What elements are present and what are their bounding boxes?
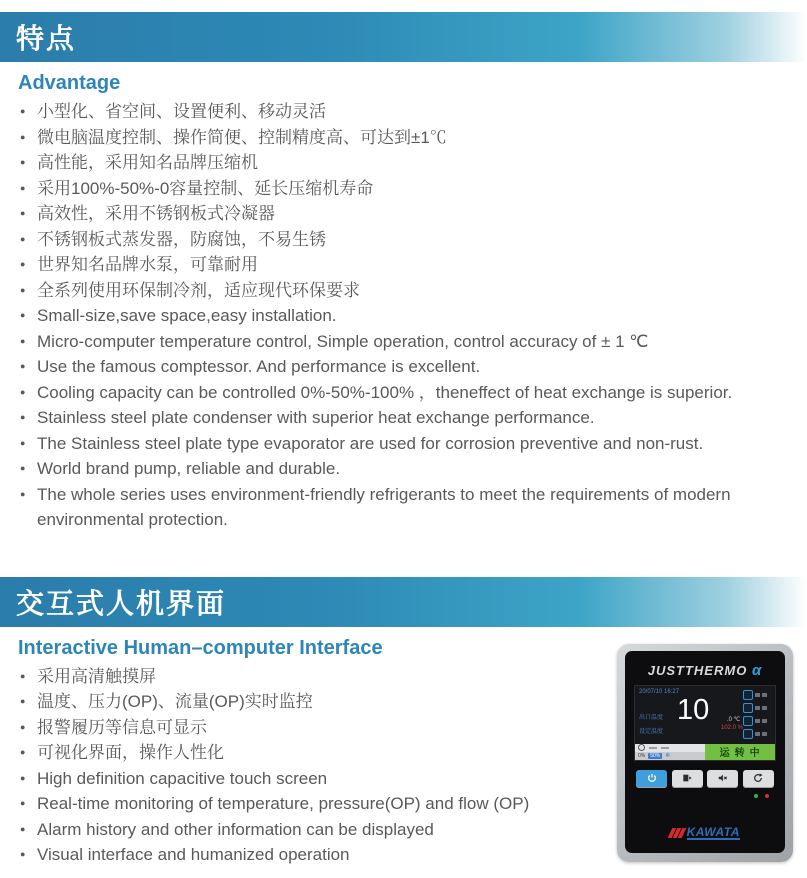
screen-chart-icon: [743, 703, 753, 713]
power-button: [636, 770, 667, 788]
device-touchscreen: [634, 685, 776, 761]
control-panel-image: [617, 644, 793, 862]
feature-item: ● Cooling capacity can be controlled 0%-50%-100% ，theneffect of heat exchange is superior.: [20, 380, 807, 406]
clock-icon: [638, 744, 645, 751]
screen-main-value: 10: [677, 693, 710, 726]
capacity-scale: [661, 747, 669, 749]
feature-item: ● Stainless steel plate condenser with superior heat exchange performance.: [20, 405, 807, 431]
hmi-section: [0, 577, 807, 868]
snowflake-icon: ❄: [665, 753, 671, 759]
feature-item: ● High definition capacitive touch screen: [20, 766, 620, 792]
features-section: [0, 12, 807, 533]
features-banner: [0, 12, 807, 62]
screen-icon-label: [762, 706, 767, 710]
screen-label-outlet-temp: 出口温度: [639, 714, 664, 721]
screen-icon-label: [762, 719, 767, 723]
running-status-badge: 运转中: [705, 744, 775, 760]
device-brand-name: JUSTTHERMO: [647, 662, 748, 678]
capacity-high-chip: 50%: [650, 752, 661, 759]
feature-item: ● 不锈钢板式蒸发器，防腐蚀，不易生锈: [20, 227, 807, 253]
green-led: [754, 794, 758, 798]
feature-item: ● 微电脑温度控制、操作简便、控制精度高、可达到±1℃: [20, 125, 807, 151]
reset-button: [743, 770, 774, 788]
features-banner-title: 特点: [16, 23, 77, 54]
device-brand-alpha: α: [751, 661, 763, 679]
hmi-list-en: [20, 766, 620, 868]
features-list-cn: [20, 99, 807, 303]
feature-item: ● 采用高清触摸屏: [20, 664, 620, 690]
device-button-row: [636, 770, 774, 788]
control-panel-face: [625, 651, 785, 853]
feature-item: ● 高效性，采用不锈钢板式冷凝器: [20, 201, 807, 227]
screen-gear-icon: [743, 729, 753, 739]
status-leds: [754, 794, 769, 798]
screen-sub-value: 102.0 %: [721, 724, 744, 731]
screen-tools-icon: [743, 716, 753, 726]
feature-item: ● 可视化界面，操作人性化: [20, 740, 620, 766]
hmi-banner: [0, 577, 807, 627]
hmi-heading: Interactive Human–computer Interface: [18, 636, 383, 659]
feature-item: ● Alarm history and other information can be displayed: [20, 817, 620, 843]
features-list-en: [20, 303, 807, 533]
feature-item: ● Small-size,save space,easy installation.: [20, 303, 807, 329]
screen-icon-label: [755, 706, 760, 710]
device-brand: [625, 662, 785, 679]
features-heading: Advantage: [18, 72, 121, 94]
feature-item: ● 高性能，采用知名品牌压缩机: [20, 150, 807, 176]
screen-icon-column: [743, 689, 773, 741]
screen-unit: .0 ℃: [727, 716, 741, 723]
feature-item: ● World brand pump, reliable and durable.: [20, 456, 807, 482]
feature-item: ● 报警履历等信息可显示: [20, 715, 620, 741]
capacity-row-bottom: [635, 752, 705, 760]
feature-item: ● 全系列使用环保制冷剂，适应现代环保要求: [20, 278, 807, 304]
screen-label-set-temp: 设定温度: [639, 728, 664, 735]
power-icon: [647, 771, 657, 786]
feature-item: ● The whole series uses environment-friendly refrigerants to meet the requirements of modern environmental protection.: [20, 482, 807, 533]
feature-item: ● 采用100%-50%-0容量控制、延长压缩机寿命: [20, 176, 807, 202]
display-switch-button: [672, 770, 703, 788]
feature-item: ● Visual interface and humanized operation: [20, 842, 620, 868]
screen-icon-label: [762, 693, 767, 697]
logo-text: KAWATA: [686, 824, 740, 839]
red-led: [765, 794, 769, 798]
screen-icon-label: [755, 732, 760, 736]
mute-button: [707, 770, 738, 788]
feature-item: ● Real-time monitoring of temperature, pressure(OP) and flow (OP): [20, 791, 620, 817]
screen-status-bar: [635, 744, 775, 760]
capacity-zone: [635, 744, 705, 760]
feature-item: ● 小型化、省空间、设置便利、移动灵活: [20, 99, 807, 125]
speaker-mute-icon: [717, 771, 728, 786]
screen-icon-label: [755, 693, 760, 697]
kawata-logo: [625, 826, 785, 840]
capacity-row-top: [635, 744, 705, 752]
screen-timestamp: 20/07/10 16:27: [639, 688, 680, 695]
screen-monitor-icon: [743, 690, 753, 700]
feature-item: ● 温度、压力(OP)、流量(OP)实时监控: [20, 689, 620, 715]
feature-item: ● Use the famous comptessor. And performance is excellent.: [20, 354, 807, 380]
logo-stripes-icon: [670, 828, 684, 838]
capacity-scale: [649, 747, 657, 749]
refresh-icon: [753, 771, 763, 786]
capacity-low-label: 0%: [638, 752, 646, 759]
display-switch-icon: [682, 771, 693, 786]
hmi-banner-title: 交互式人机界面: [16, 587, 227, 619]
hmi-list-cn: [20, 664, 620, 766]
screen-icon-label: [762, 732, 767, 736]
feature-item: ● 世界知名品牌水泵，可靠耐用: [20, 252, 807, 278]
feature-item: ● Micro-computer temperature control, Simple operation, control accuracy of ± 1 ℃: [20, 329, 807, 355]
feature-item: ● The Stainless steel plate type evaporator are used for corrosion preventive and non-rust.: [20, 431, 807, 457]
screen-icon-label: [755, 719, 760, 723]
